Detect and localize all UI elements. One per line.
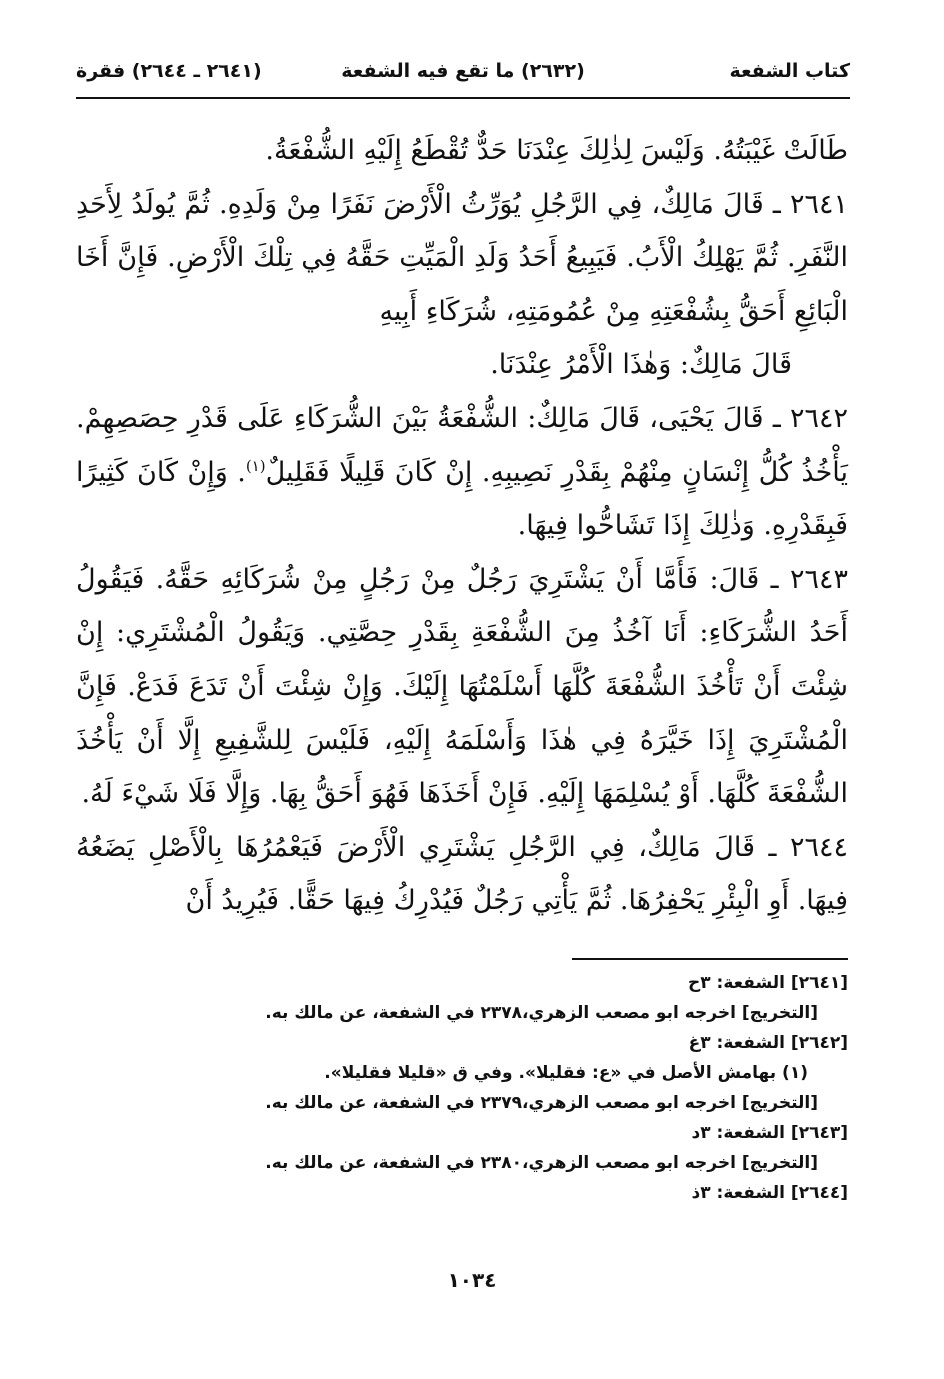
takhrij-2642	[150, 1088, 848, 1118]
takhrij-2641	[150, 998, 848, 1028]
paragraph-continuation: طَالَتْ غَيْبَتُهُ. وَلَيْسَ لِذٰلِكَ عِنْدَنَا حَدٌّ تُقْطَعُ إِلَيْهِ الشُّفْعَةُ.	[265, 135, 848, 166]
paragraph-range: (٢٦٤١ ـ ٢٦٤٤) فقرة	[76, 60, 262, 82]
takhrij-label: [التخريج]	[741, 1003, 818, 1023]
paragraph-2642	[76, 392, 848, 553]
header-divider	[76, 97, 850, 99]
takhrij-text: اخرجه ابو مصعب الزهري،٢٣٧٩ في الشفعة، عن مالك به.	[265, 1093, 742, 1113]
paragraph-2641: ٢٦٤١ ـ قَالَ مَالِكٌ، فِي الرَّجُلِ يُوَرِّثُ الْأَرْضَ نَفَرًا مِنْ وَلَدِهِ. ثُمَّ يُولَدُ لِأَحَدِ النَّفَرِ. ثُمَّ يَهْلِكُ الْأَبُ. فَيَبِيعُ أَحَدُ وَلَدِ الْمَيِّتِ حَقَّهُ فِي تِلْكَ الْأَرْضِ. فَإِنَّ أَخَا الْبَائِعِ أَحَقُّ بِشُفْعَتِهِ مِنْ عُمُومَتِهِ، شُرَكَاءِ أَبِيهِ	[76, 188, 848, 327]
footnotes	[150, 968, 848, 1208]
footnote-divider	[572, 958, 848, 960]
book-title: كتاب الشفعة	[729, 60, 850, 82]
footnote-ref-2641: [٢٦٤١] الشفعة: ٣ح	[687, 973, 848, 993]
paragraph-2644: ٢٦٤٤ ـ قَالَ مَالِكٌ، فِي الرَّجُلِ يَشْتَرِي الْأَرْضَ فَيَعْمُرُهَا بِالْأَصْلِ يَضَعُهُ فِيهَا. أَوِ الْبِئْرِ يَحْفِرُهَا. ثُمَّ يَأْتِي رَجُلٌ فَيُدْرِكُ فِيهَا حَقًّا. فَيُرِيدُ أَنْ	[76, 831, 848, 917]
footnote-marker[interactable]: (١)	[245, 456, 266, 475]
footnote-ref-2642: [٢٦٤٢] الشفعة: ٣غ	[688, 1033, 848, 1053]
paragraph-2643: ٢٦٤٣ ـ قَالَ: فَأَمَّا أَنْ يَشْتَرِيَ رَجُلٌ مِنْ رَجُلٍ مِنْ شُرَكَائِهِ حَقَّهُ. فَيَقُولُ أَحَدُ الشُّرَكَاءِ: أَنَا آخُذُ مِنَ الشُّفْعَةِ بِقَدْرِ حِصَّتِي. وَيَقُولُ الْمُشْتَرِي: إِنْ شِئْتَ أَنْ تَأْخُذَ الشُّفْعَةَ كُلَّهَا أَسْلَمْتُهَا إِلَيْكَ. وَإِنْ شِئْتَ أَنْ تَدَعَ فَدَعْ. فَإِنَّ الْمُشْتَرِيَ إِذَا خَيَّرَهُ فِي هٰذَا وَأَسْلَمَهُ إِلَيْهِ، فَلَيْسَ لِلشَّفِيعِ إِلَّا أَنْ يَأْخُذَ الشُّفْعَةَ كُلَّهَا. أَوْ يُسْلِمَهَا إِلَيْهِ. فَإِنْ أَخَذَهَا فَهُوَ أَحَقُّ بِهَا. وَإِلَّا فَلَا شَيْءَ لَهُ.	[76, 563, 848, 810]
footnote-ref-2643: [٢٦٤٣] الشفعة: ٣د	[691, 1123, 848, 1143]
footnote-note-1: (١) بهامش الأصل في «ع: فقليلا». وفي ق «قليلا فقليلا».	[324, 1063, 808, 1083]
footnote-ref-2644: [٢٦٤٤] الشفعة: ٣ذ	[691, 1183, 848, 1203]
main-text	[76, 124, 848, 928]
section-title: (٢٦٣٢) ما تقع فيه الشفعة	[341, 60, 585, 82]
paragraph-2642-rest: . وَإِنْ كَانَ كَثِيرًا فَبِقَدْرِهِ. وَذٰلِكَ إِذَا تَشَاحُّوا فِيهَا.	[76, 456, 848, 542]
takhrij-label: [التخريج]	[741, 1153, 818, 1173]
takhrij-2643	[150, 1148, 848, 1178]
takhrij-label: [التخريج]	[741, 1093, 818, 1113]
paragraph-2642-main: ٢٦٤٢ ـ قَالَ يَحْيَى، قَالَ مَالِكٌ: الشُّفْعَةُ بَيْنَ الشُّرَكَاءِ عَلَى قَدْرِ حِصَصِهِمْ. يَأْخُذُ كُلُّ إِنْسَانٍ مِنْهُمْ بِقَدْرِ نَصِيبِهِ. إِنْ كَانَ قَلِيلًا فَقَلِيلٌ	[76, 402, 848, 488]
page-number: ١٠٣٤	[447, 1268, 497, 1292]
takhrij-text: اخرجه ابو مصعب الزهري،٢٣٨٠ في الشفعة، عن مالك به.	[265, 1153, 742, 1173]
running-header	[76, 52, 850, 96]
paragraph-2641-note: قَالَ مَالِكٌ: وَهٰذَا الْأَمْرُ عِنْدَنَا.	[490, 349, 792, 381]
takhrij-text: اخرجه ابو مصعب الزهري،٢٣٧٨ في الشفعة، عن مالك به.	[265, 1003, 742, 1023]
